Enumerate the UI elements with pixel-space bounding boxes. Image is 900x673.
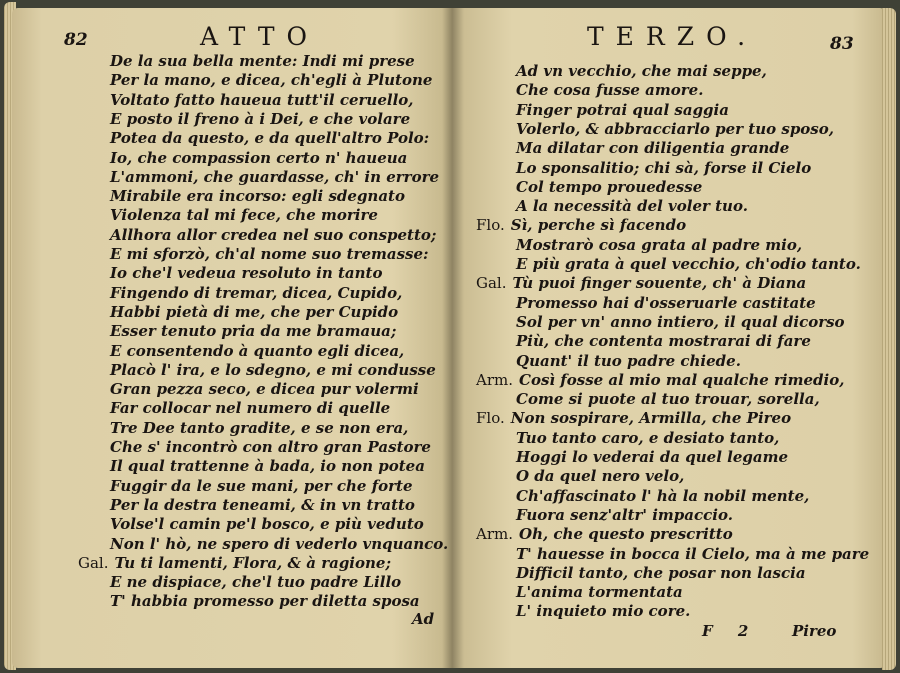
verse-line	[516, 352, 741, 371]
left-page-number: 82	[64, 30, 88, 50]
verse-line	[516, 62, 767, 81]
verse-text: L'anima tormentata	[516, 583, 683, 602]
verse-text: Mostrarò cosa grata al padre mio,	[516, 235, 803, 254]
verse-line	[110, 496, 415, 515]
verse-text: Finger potrai qual saggia	[516, 100, 729, 119]
verse-text: Gran pezza seco, e dicea pur volermi	[110, 380, 419, 399]
verse-line	[516, 294, 816, 313]
verse-text: E posto il freno à i Dei, e che volare	[110, 109, 411, 128]
verse-line	[516, 313, 845, 332]
verse-text: Tuo tanto caro, e desiato tanto,	[516, 428, 780, 447]
verse-text: Col tempo prouedesse	[516, 177, 703, 196]
verse-text: Ad vn vecchio, che mai seppe,	[516, 62, 767, 80]
verse-line	[516, 332, 811, 351]
verse-line	[110, 245, 429, 264]
verse-text: Hoggi lo vederai da quel legame	[516, 448, 788, 466]
speaker-label: Gal.	[476, 274, 507, 293]
verse-text: O da quel nero velo,	[516, 467, 685, 486]
verse-line	[516, 390, 820, 409]
verse-line	[476, 274, 806, 293]
verse-line	[110, 264, 382, 283]
verse-line	[110, 71, 432, 90]
verse-line	[110, 457, 425, 476]
verse-line	[110, 206, 378, 225]
verse-text: Io che'l vedeua resoluto in tanto	[110, 264, 383, 283]
verse-line	[110, 573, 401, 592]
verse-line	[516, 236, 802, 255]
verse-text: De la sua bella mente: Indi mi prese	[110, 52, 415, 70]
verse-text: E ne dispiace, che'l tuo padre Lillo	[110, 573, 402, 592]
verse-line	[78, 554, 391, 573]
verse-text: Io, che compassion certo n' haueua	[110, 148, 408, 167]
verse-line	[110, 535, 448, 554]
verse-text: T' habbia promesso per diletta sposa	[110, 592, 420, 611]
verse-text: Ma dilatar con diligentia grande	[516, 139, 790, 158]
verse-line	[516, 81, 703, 100]
verse-line	[110, 342, 404, 361]
verse-text: Fingendo di tremar, dicea, Cupido,	[110, 283, 403, 302]
verse-line	[110, 168, 439, 187]
verse-text: Quant' il tuo padre chiede.	[516, 351, 741, 370]
verse-line	[110, 477, 413, 496]
speaker-label: Arm.	[476, 370, 513, 389]
verse-text: E mi sforzò, ch'al nome suo tremasse:	[110, 245, 429, 263]
verse-line	[476, 216, 686, 235]
verse-line	[110, 438, 431, 457]
verse-line	[516, 120, 834, 139]
verse-line	[110, 399, 390, 418]
verse-line	[516, 602, 690, 621]
verse-text: Più, che contenta mostrarai di fare	[516, 332, 811, 351]
right-running-header: TERZO.	[587, 22, 758, 51]
verse-text: Habbi pietà di me, che per Cupido	[110, 302, 399, 321]
verse-line	[516, 197, 748, 216]
verse-line	[516, 101, 729, 120]
verse-text: Oh, che questo prescritto	[519, 525, 733, 544]
verse-text: Fuggir da le sue mani, per che forte	[110, 476, 413, 495]
speaker-label: Arm.	[476, 525, 513, 544]
verse-line	[476, 409, 791, 428]
left-catchword: Ad	[412, 610, 435, 628]
verse-text: Allhora allor credea nel suo conspetto;	[110, 225, 437, 244]
verse-line	[110, 284, 402, 303]
verse-text: Volse'l camin pe'l bosco, e più veduto	[110, 515, 424, 534]
verse-line	[110, 187, 405, 206]
verse-text: Tu ti lamenti, Flora, & à ragione;	[114, 553, 391, 572]
verse-line	[110, 361, 436, 380]
verse-text: Potea da questo, e da quell'altro Polo:	[110, 129, 430, 148]
speaker-label: Flo.	[476, 216, 505, 235]
verse-text: Mirabile era incorso: egli sdegnato	[110, 187, 405, 206]
verse-line	[516, 139, 789, 158]
verse-line	[110, 129, 429, 148]
verse-line	[110, 515, 424, 534]
speaker-label: Gal.	[78, 553, 109, 572]
verse-text: Come si puote al tuo trouar, sorella,	[516, 390, 820, 409]
verse-text: E più grata à quel vecchio, ch'odio tanto.	[516, 255, 861, 273]
verse-line	[476, 525, 733, 544]
verse-text: A la necessità del voler tuo.	[516, 197, 748, 216]
verse-line	[110, 226, 436, 245]
verse-text: Ch'affascinato l' hà la nobil mente,	[516, 486, 810, 505]
verse-text: Così fosse al mio mal qualche rimedio,	[519, 370, 845, 389]
verse-line	[516, 564, 806, 583]
verse-text: L'ammoni, che guardasse, ch' in errore	[110, 167, 440, 186]
verse-line	[110, 592, 420, 611]
verse-line	[110, 91, 414, 110]
verse-text: Non l' hò, ne spero di vederlo vnquanco.	[110, 534, 449, 553]
verse-text: Che cosa fusse amore.	[516, 81, 704, 100]
verse-line	[110, 322, 396, 341]
right-page	[452, 8, 886, 668]
verse-text: E consentendo à quanto egli dicea,	[110, 341, 405, 360]
verse-line	[516, 178, 702, 197]
verse-line	[516, 506, 733, 525]
verse-line	[110, 52, 415, 71]
verse-text: Difficil tanto, che posar non lascia	[516, 563, 806, 582]
verse-line	[516, 159, 811, 178]
verse-line	[516, 448, 788, 467]
verse-text: Tre Dee tanto gradite, e se non era,	[110, 418, 409, 437]
verse-text: T' hauesse in bocca il Cielo, ma à me pare	[516, 544, 870, 563]
verse-text: Esser tenuto pria da me bramaua;	[110, 322, 397, 341]
verse-text: Lo sponsalitio; chi sà, forse il Cielo	[516, 158, 812, 177]
verse-text: Il qual trattenne à bada, io non potea	[110, 457, 425, 476]
verse-text: Sol per vn' anno intiero, il qual dicorso	[516, 312, 845, 331]
verse-text: Far collocar nel numero di quelle	[110, 399, 391, 418]
verse-text: Per la mano, e dicea, ch'egli à Plutone	[110, 71, 433, 90]
left-page	[12, 8, 452, 668]
verse-line	[516, 429, 779, 448]
signature-mark: F 2	[702, 622, 759, 640]
verse-text: Volerlo, & abbracciarlo per tuo sposo,	[516, 119, 834, 138]
verse-text: Voltato fatto haueua tutt'il ceruello,	[110, 90, 414, 109]
verse-text: Violenza tal mi fece, che morire	[110, 206, 378, 225]
verse-text: Tù puoi finger souente, ch' à Diana	[512, 274, 807, 293]
verse-line	[476, 371, 844, 390]
verse-text: L' inquieto mio core.	[516, 602, 691, 621]
left-running-header: ATTO	[200, 22, 319, 51]
verse-text: Fuora senz'altr' impaccio.	[516, 505, 733, 524]
verse-text: Non sospirare, Armilla, che Pireo	[510, 409, 792, 428]
verse-text: Per la destra teneami, & in vn tratto	[110, 495, 415, 514]
verse-line	[110, 380, 419, 399]
verse-text: Sì, perche sì facendo	[510, 216, 687, 235]
verse-text: Che s' incontrò con altro gran Pastore	[110, 438, 431, 456]
verse-line	[516, 583, 683, 602]
verse-line	[110, 110, 410, 129]
verse-text: Placò l' ira, e lo sdegno, e mi condusse	[110, 360, 436, 379]
verse-line	[516, 545, 869, 564]
speaker-label: Flo.	[476, 409, 505, 428]
verse-line	[516, 467, 684, 486]
verse-line	[110, 149, 407, 168]
right-page-number: 83	[830, 34, 854, 54]
right-catchword: Pireo	[792, 622, 837, 640]
verse-line	[516, 487, 809, 506]
verse-text: Promesso hai d'osseruarle castitate	[516, 293, 816, 312]
verse-line	[110, 419, 408, 438]
verse-line	[516, 255, 861, 274]
right-page-edges	[882, 8, 896, 670]
open-book	[4, 2, 896, 670]
verse-line	[110, 303, 398, 322]
